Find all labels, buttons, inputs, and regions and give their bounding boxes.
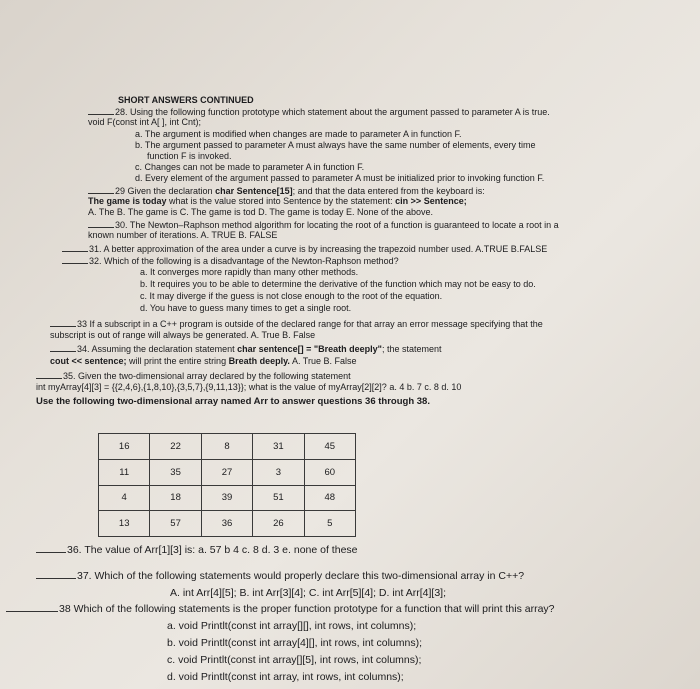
answer-blank[interactable] — [50, 318, 76, 327]
array-cell: 35 — [150, 459, 201, 485]
answer-blank[interactable] — [88, 219, 114, 228]
answer-blank[interactable] — [62, 243, 88, 252]
q30-line2: known number of iterations. A. TRUE B. FALSE — [88, 230, 278, 240]
array-cell: 31 — [253, 434, 304, 460]
answer-blank[interactable] — [36, 370, 62, 379]
q35-line2: int myArray[4][3] = {{2,4,6},{1,8,10},{3,5,7},{9,11,13}}; what is the value of myArray[2][2]? a. 4 b. 7 c. 8 d. 10 — [36, 382, 462, 392]
answer-blank[interactable] — [50, 343, 76, 352]
q29-line2: The game is today what is the value stored into Sentence by the statement: cin >> Sentence; — [88, 196, 467, 206]
array-cell: 11 — [99, 459, 150, 485]
q38-option-b: b. void Printlt(const int array[4][], int rows, int columns); — [167, 637, 423, 649]
array-cell: 22 — [150, 434, 201, 460]
question-37: 37. Which of the following statements would properly declare this two-dimensional array in C++? — [36, 570, 524, 583]
question-34: 34. Assuming the declaration statement char sentence[] = "Breath deeply"; the statement — [50, 343, 441, 355]
question-28: 28. Using the following function prototype which statement about the argument passed to parameter A is true. — [88, 106, 550, 118]
question-36: 36. The value of Arr[1][3] is: a. 57 b 4 c. 8 d. 3 e. none of these — [36, 544, 358, 557]
q37-options: A. int Arr[4][5]; B. int Arr[3][4]; C. int Arr[5][4]; D. int Arr[4][3]; — [170, 587, 447, 599]
q38-option-d: d. void Printlt(const int array, int rows, int columns); — [167, 671, 404, 683]
array-cell: 39 — [201, 485, 252, 511]
q28-option-c: c. Changes can not be made to parameter A in function F. — [135, 162, 365, 172]
q28-option-a: a. The argument is modified when changes are made to parameter A in function F. — [135, 129, 462, 139]
question-35: 35. Given the two-dimensional array declared by the following statement — [36, 370, 351, 382]
array-cell: 8 — [201, 434, 252, 460]
array-cell: 51 — [253, 485, 304, 511]
q28-prototype: void F(const int A[ ], int Cnt); — [88, 117, 202, 127]
q32-option-d: d. You have to guess many times to get a single root. — [140, 303, 352, 313]
array-cell: 4 — [99, 485, 150, 511]
question-31: 31. A better approximation of the area under a curve is by increasing the trapezoid number used. A.TRUE B.FALSE — [62, 243, 547, 255]
q29-options: A. The B. The game is C. The game is tod D. The game is today E. None of the above. — [88, 207, 434, 217]
section-header: SHORT ANSWERS CONTINUED — [118, 95, 254, 105]
question-30: 30. The Newton–Raphson method algorithm for locating the root of a function is guaranteed to locate a root in a — [88, 219, 559, 231]
array-row — [99, 485, 356, 511]
q32-option-b: b. It requires you to be able to determine the derivative of the function which may not be easy to do. — [140, 279, 536, 289]
array-row — [99, 434, 356, 460]
answer-blank[interactable] — [36, 544, 66, 553]
array-row — [99, 459, 356, 485]
array-cell: 5 — [304, 511, 355, 537]
q34-line2: cout << sentence; will print the entire string Breath deeply. A. True B. False — [50, 356, 357, 366]
array-cell: 36 — [201, 511, 252, 537]
array-cell: 18 — [150, 485, 201, 511]
answer-blank[interactable] — [88, 106, 114, 115]
q38-option-c: c. void Printlt(const int array[][5], int rows, int columns); — [167, 654, 422, 666]
array-cell: 13 — [99, 511, 150, 537]
array-cell: 57 — [150, 511, 201, 537]
array-cell: 16 — [99, 434, 150, 460]
answer-blank[interactable] — [88, 185, 114, 194]
q32-option-a: a. It converges more rapidly than many other methods. — [140, 267, 359, 277]
q33-line2: subscript is out of range will always be generated. A. True B. False — [50, 330, 316, 340]
question-29: 29 Given the declaration char Sentence[15]; and that the data entered from the keyboard is: — [88, 185, 485, 197]
array-cell: 48 — [304, 485, 355, 511]
question-33: 33 If a subscript in a C++ program is outside of the declared range for that array an error message specifying that the — [50, 318, 543, 330]
array-table — [98, 433, 356, 537]
q28-option-d: d. Every element of the argument passed to parameter A must be initialized prior to invoking function F. — [135, 173, 545, 183]
array-cell: 27 — [201, 459, 252, 485]
array-instruction: Use the following two-dimensional array named Arr to answer questions 36 through 38. — [36, 396, 430, 407]
array-cell: 45 — [304, 434, 355, 460]
q28-option-b: b. The argument passed to parameter A must always have the same number of elements, every time — [135, 140, 536, 150]
q28-option-b-cont: function F is invoked. — [147, 151, 232, 161]
question-32: 32. Which of the following is a disadvantage of the Newton-Raphson method? — [62, 255, 399, 267]
array-row — [99, 511, 356, 537]
answer-blank[interactable] — [36, 570, 76, 579]
array-cell: 26 — [253, 511, 304, 537]
question-38: 38 Which of the following statements is the proper function prototype for a function that will print this array? — [6, 603, 555, 616]
array-cell: 60 — [304, 459, 355, 485]
answer-blank[interactable] — [62, 255, 88, 264]
array-cell: 3 — [253, 459, 304, 485]
answer-blank[interactable] — [6, 603, 58, 612]
q38-option-a: a. void Printlt(const int array[][], int rows, int columns); — [167, 620, 417, 632]
q32-option-c: c. It may diverge if the guess is not close enough to the root of the equation. — [140, 291, 443, 301]
